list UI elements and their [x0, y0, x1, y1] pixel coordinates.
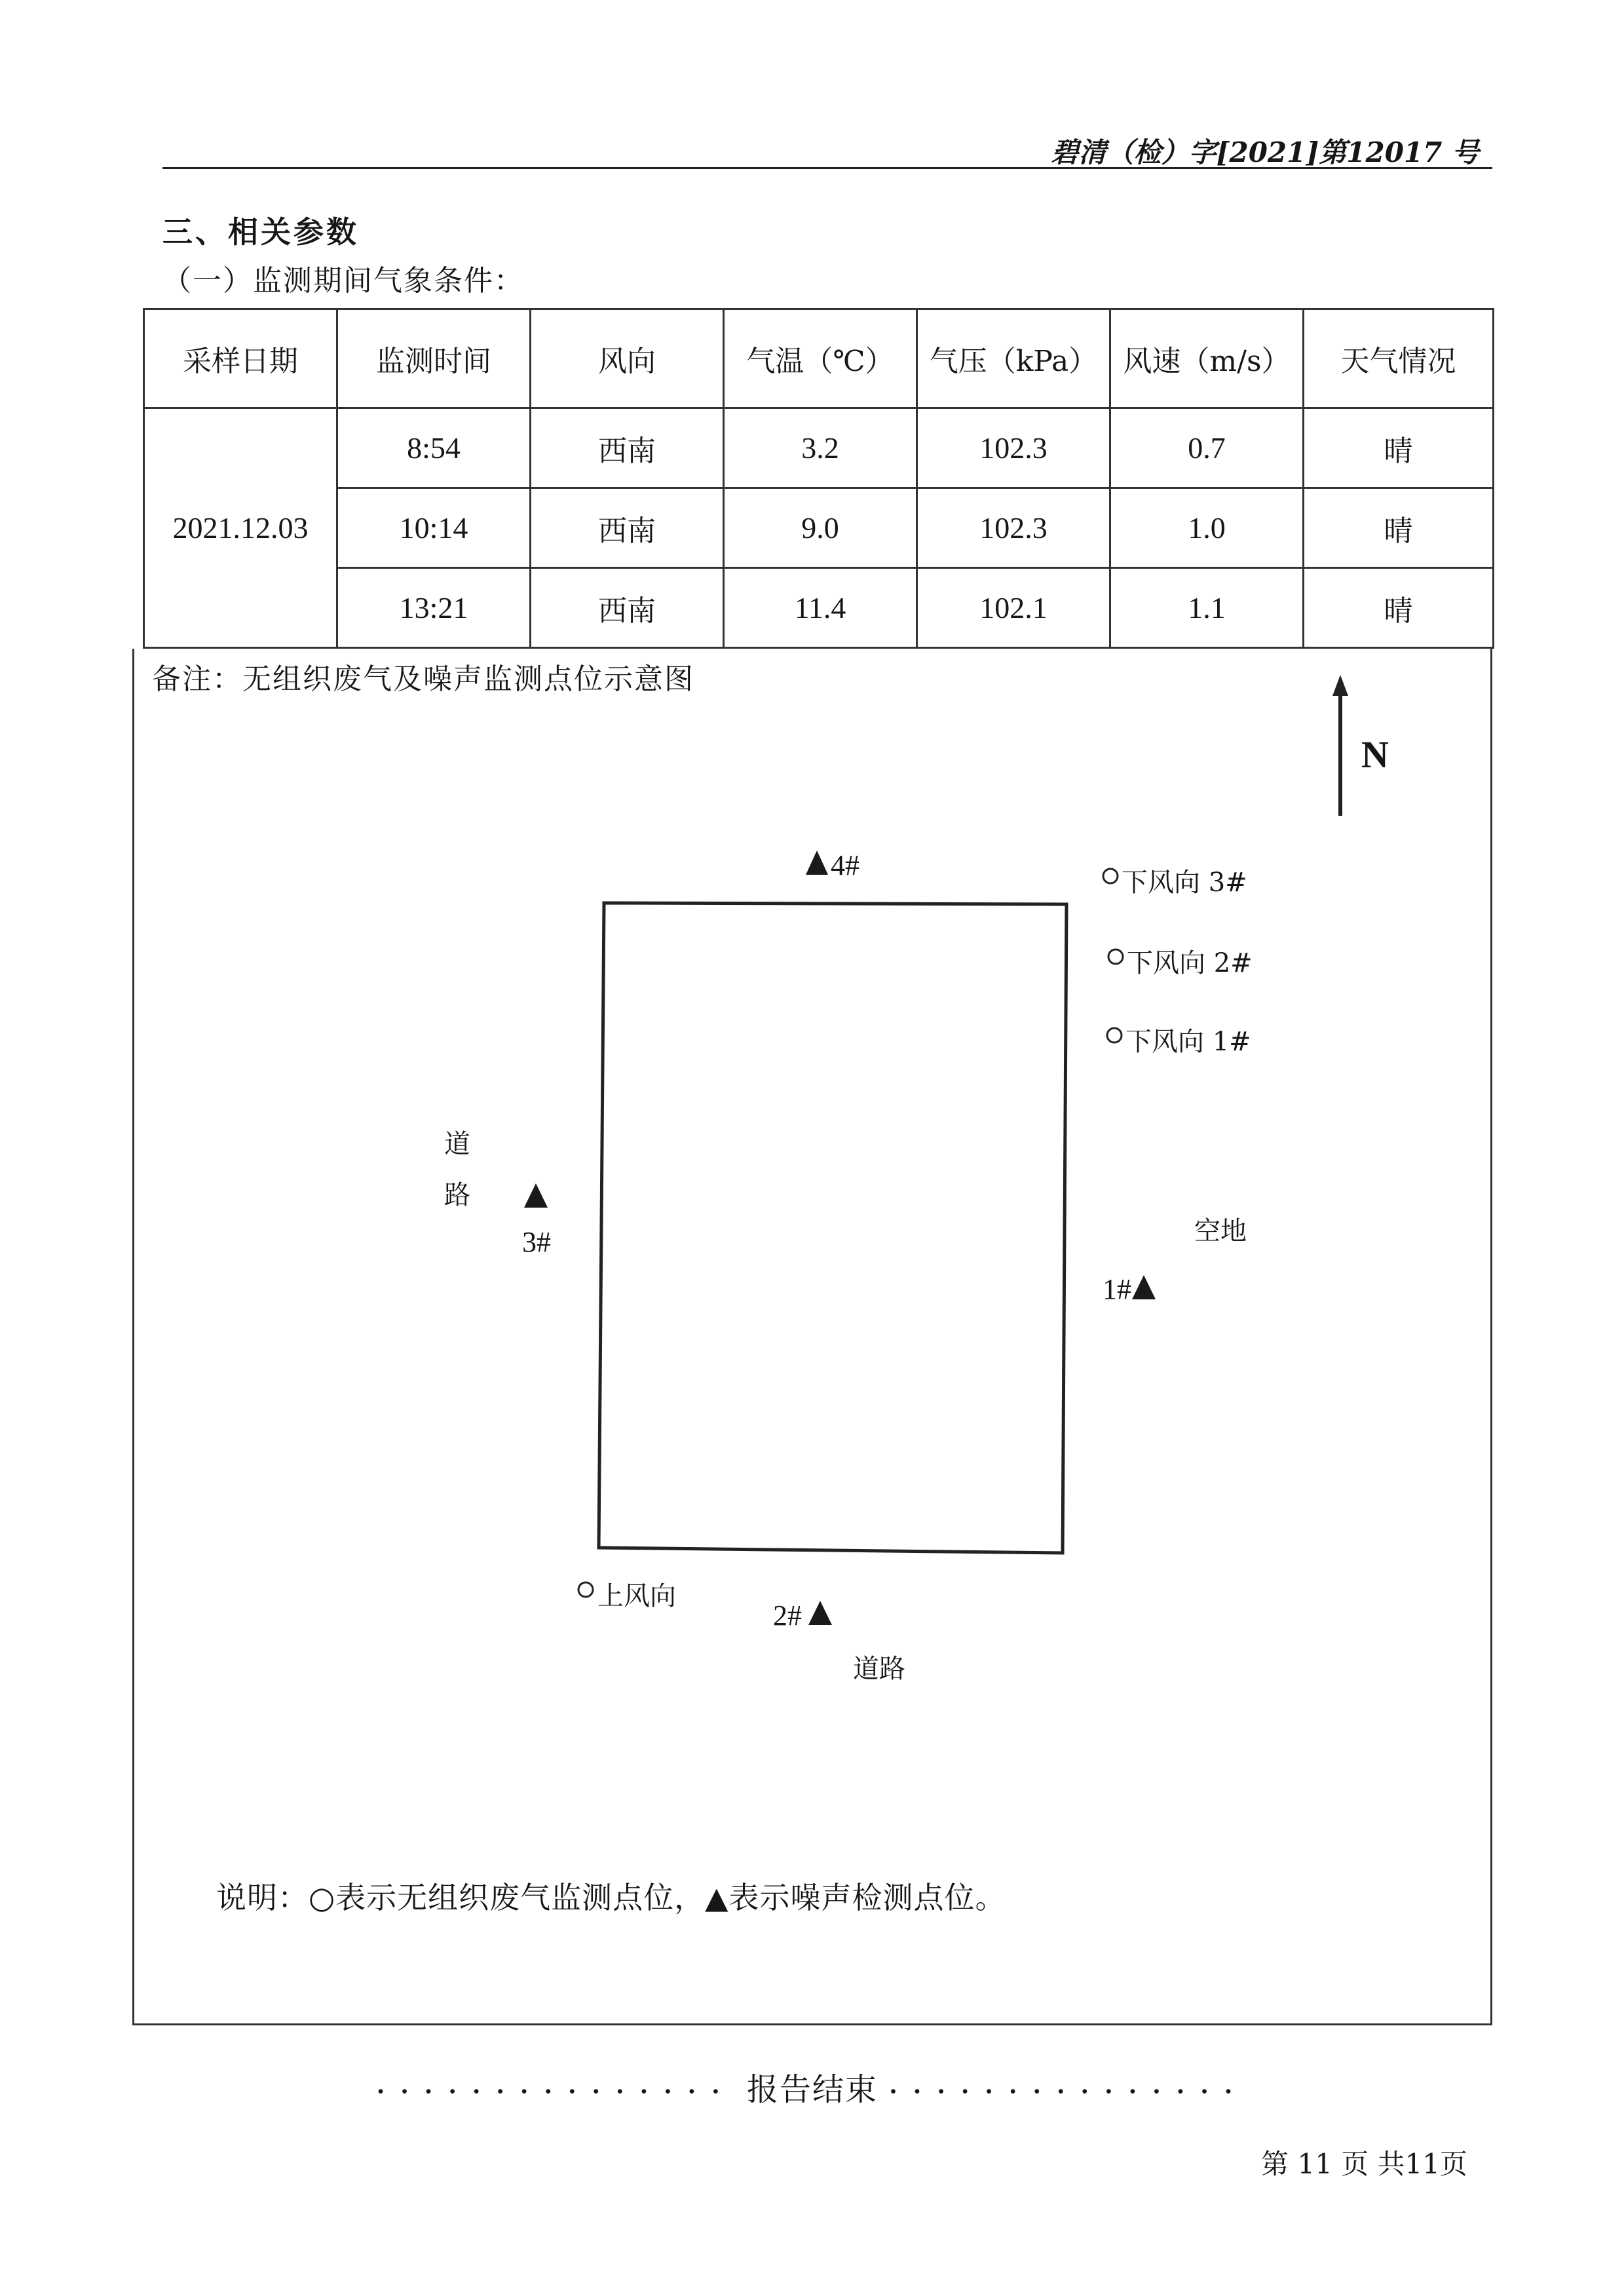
- noise-point-1-marker-icon: [1132, 1275, 1156, 1299]
- road-west-char: 路: [444, 1180, 470, 1210]
- dot-leader-icon: ···············: [889, 2078, 1249, 2106]
- downwind-2-label: 下风向 2#: [1127, 948, 1253, 978]
- pressure-cell: 102.1: [917, 568, 1110, 648]
- section-subtitle: （一）监测期间气象条件：: [162, 264, 524, 297]
- column-header: 采样日期: [144, 309, 337, 408]
- noise-point-4-label: 4#: [831, 849, 859, 881]
- page-number: 第 11 页 共11页: [1261, 2148, 1467, 2180]
- section-title: 三、相关参数: [162, 214, 359, 250]
- upwind-label: 上风向: [597, 1581, 676, 1611]
- noise-point-4-marker-icon: [806, 851, 828, 875]
- legend-text: 说明：○表示无组织废气监测点位，▲表示噪声检测点位。: [216, 1880, 1006, 1915]
- temperature-cell: 11.4: [724, 568, 917, 648]
- noise-point-3-label: 3#: [522, 1226, 551, 1258]
- noise-point-1-label: 1#: [1103, 1273, 1131, 1305]
- north-label: N: [1361, 733, 1389, 776]
- road-west-char: 道: [444, 1129, 470, 1159]
- road-south-label: 道路: [853, 1654, 905, 1684]
- wind-direction-cell: 西南: [531, 568, 724, 648]
- downwind-1-marker-icon: [1107, 1028, 1122, 1043]
- pressure-cell: 102.3: [917, 488, 1110, 568]
- report-end: [282, 2064, 1343, 2109]
- noise-point-3-marker-icon: [524, 1183, 548, 1208]
- downwind-3-label: 下风向 3#: [1122, 868, 1247, 898]
- weather-cell: 晴: [1304, 408, 1494, 488]
- downwind-3-marker-icon: [1103, 869, 1118, 883]
- column-header: 气压（kPa）: [917, 309, 1110, 408]
- report-number: 碧清（检）字[2021]第12017 号: [1051, 136, 1479, 168]
- diagram-note: 备注：无组织废气及噪声监测点位示意图: [152, 662, 694, 696]
- wind-direction-cell: 西南: [531, 488, 724, 568]
- road-west-label: [442, 1119, 473, 1221]
- wind-speed-cell: 1.0: [1110, 488, 1304, 568]
- column-header: 气温（℃）: [724, 309, 917, 408]
- time-cell: 8:54: [337, 408, 531, 488]
- column-header: 监测时间: [337, 309, 531, 408]
- dot-leader-icon: ···············: [376, 2078, 736, 2106]
- column-header: 风速（m/s）: [1110, 309, 1304, 408]
- downwind-1-label: 下风向 1#: [1125, 1027, 1251, 1057]
- wind-speed-cell: 1.1: [1110, 568, 1304, 648]
- north-arrow-icon: [1332, 675, 1348, 816]
- wind-direction-cell: 西南: [531, 408, 724, 488]
- weather-cell: 晴: [1304, 568, 1494, 648]
- sample-date-cell: 2021.12.03: [144, 408, 337, 648]
- temperature-cell: 3.2: [724, 408, 917, 488]
- open-land-label: 空地: [1194, 1216, 1247, 1246]
- noise-point-2-marker-icon: [808, 1601, 832, 1625]
- downwind-2-marker-icon: [1108, 949, 1123, 964]
- temperature-cell: 9.0: [724, 488, 917, 568]
- time-cell: 10:14: [337, 488, 531, 568]
- report-end-text: 报告结束: [746, 2071, 878, 2108]
- pressure-cell: 102.3: [917, 408, 1110, 488]
- upwind-marker-icon: [578, 1582, 593, 1597]
- wind-speed-cell: 0.7: [1110, 408, 1304, 488]
- site-boundary: [599, 903, 1067, 1553]
- time-cell: 13:21: [337, 568, 531, 648]
- column-header: 天气情况: [1304, 309, 1494, 408]
- noise-point-2-label: 2#: [773, 1599, 802, 1632]
- weather-cell: 晴: [1304, 488, 1494, 568]
- column-header: 风向: [531, 309, 724, 408]
